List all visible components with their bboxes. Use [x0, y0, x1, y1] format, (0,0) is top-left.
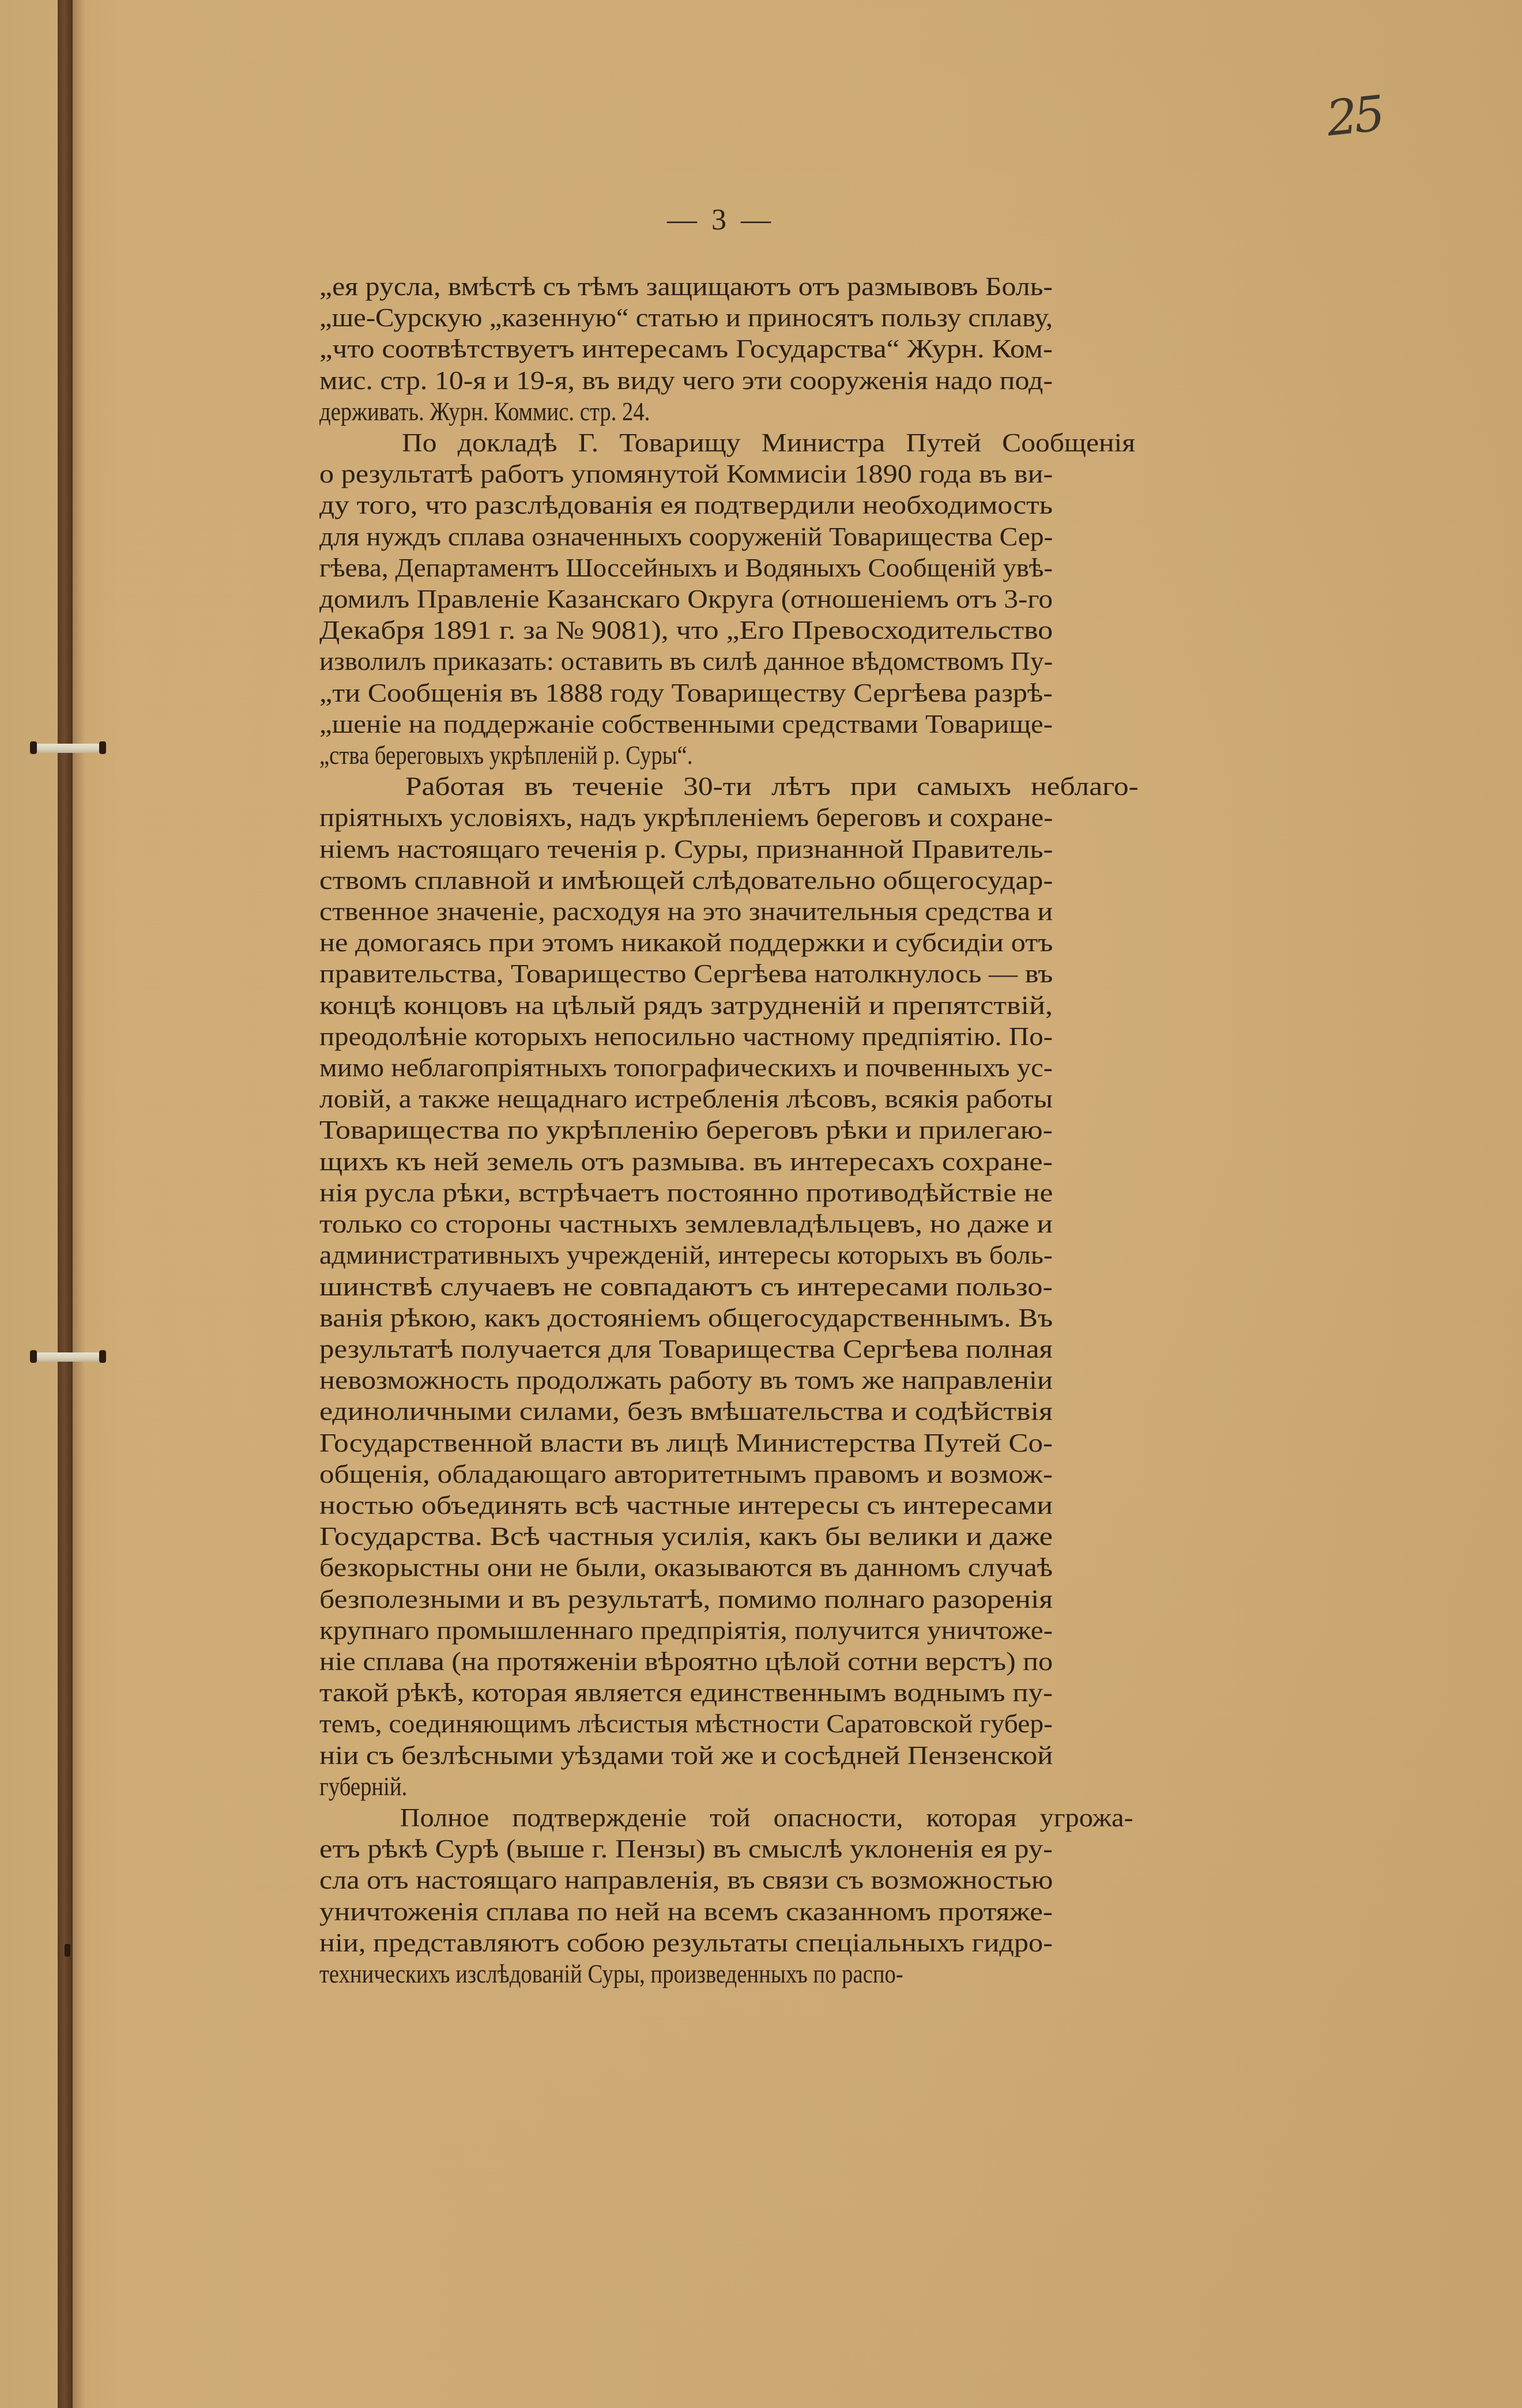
text-line: результатѣ получается для Товарищества Сергѣева полная [319, 1334, 1053, 1363]
text-line: административныхъ учрежденій, интересы которыхъ въ боль- [319, 1241, 1053, 1270]
text-line: щихъ къ ней земель отъ размыва. въ интересахъ сохране- [319, 1147, 1053, 1176]
text-line: техническихъ изслѣдованій Суры, произведенныхъ по распо- [319, 1959, 903, 1988]
text-line: изволилъ приказать: оставить въ силѣ данное вѣдомствомъ Пу- [319, 647, 1053, 676]
text-line: Товарищества по укрѣпленію береговъ рѣки и прилегаю- [319, 1116, 1053, 1145]
text-line: крупнаго промышленнаго предпріятія, получится уничтоже- [319, 1615, 1053, 1645]
paragraph [319, 1802, 1133, 1989]
text-line: единоличными силами, безъ вмѣшательства и содѣйствія [319, 1397, 1053, 1426]
paragraph [319, 271, 1053, 427]
text-line: губерній. [319, 1772, 408, 1801]
text-line: о результатѣ работъ упомянутой Коммисіи 1890 года въ ви- [319, 459, 1053, 489]
paragraph [319, 771, 1139, 1802]
text-line: домилъ Правленіе Казанскаго Округа (отношеніемъ отъ 3-го [319, 585, 1053, 614]
text-line: ственное значеніе, расходуя на это значительныя средства и [319, 897, 1053, 926]
document-body [319, 271, 1139, 1989]
page-number: — 3 — [667, 204, 774, 236]
text-line: ду того, что разслѣдованія ея подтвердили необходимость [319, 491, 1053, 520]
binding-thread-upper [33, 744, 103, 753]
text-line: етъ рѣкѣ Сурѣ (выше г. Пензы) въ смыслѣ уклоненія ея ру- [319, 1834, 1053, 1864]
text-line: безполезными и въ результатѣ, помимо полнаго разоренія [319, 1584, 1053, 1614]
text-line: „ея русла, вмѣстѣ съ тѣмъ защищаютъ отъ размывовъ Боль- [319, 272, 1053, 301]
text-line: „ти Сообщенія въ 1888 году Товариществу Сергѣева разрѣ- [319, 678, 1053, 707]
text-line: для нуждъ сплава означенныхъ сооруженій Товарищества Сер- [319, 522, 1053, 551]
text-line: не домогаясь при этомъ никакой поддержки и субсидіи отъ [319, 928, 1053, 958]
text-line: темъ, соединяющимъ лѣсистыя мѣстности Саратовской губер- [319, 1709, 1053, 1739]
text-line: такой рѣкѣ, которая является единственнымъ воднымъ пу- [319, 1678, 1053, 1708]
handwritten-folio-number: 25 [1324, 85, 1384, 147]
text-line: ванія рѣкою, какъ достояніемъ общегосударственнымъ. Въ [319, 1303, 1053, 1332]
binding-shadow [73, 0, 85, 2408]
paragraph [319, 427, 1136, 771]
text-line: гѣева, Департаментъ Шоссейныхъ и Водяныхъ Сообщеній увѣ- [319, 553, 1053, 582]
text-line: ностью объединять всѣ частные интересы съ интересами [319, 1490, 1053, 1520]
text-line: уничтоженія сплава по ней на всемъ сказанномъ протяже- [319, 1897, 1053, 1926]
text-line: правительства, Товарищество Сергѣева натолкнулось — въ [319, 959, 1053, 989]
text-line: ніи, представляютъ собою результаты спеціальныхъ гидро- [319, 1928, 1053, 1957]
text-line: преодолѣніе которыхъ непосильно частному предпіятію. По- [319, 1022, 1053, 1051]
text-line: ловій, а также нещаднаго истребленія лѣсовъ, всякія работы [319, 1084, 1053, 1114]
binding-spine [58, 0, 73, 2408]
text-line: общенія, обладающаго авторитетнымъ правомъ и возмож- [319, 1459, 1053, 1488]
text-line: Государственной власти въ лицѣ Министерства Путей Со- [319, 1428, 1053, 1457]
text-line: невозможность продолжать работу въ томъ же направленіи [319, 1366, 1053, 1395]
text-line: мис. стр. 10-я и 19-я, въ виду чего эти сооруженія надо под- [319, 365, 1053, 395]
text-line: шинствѣ случаевъ не совпадаютъ съ интересами пользо- [319, 1272, 1053, 1301]
text-line: пріятныхъ условіяхъ, надъ укрѣпленіемъ береговъ и сохране- [319, 803, 1053, 832]
text-line: Декабря 1891 г. за № 9081), что „Его Превосходительство [319, 616, 1053, 645]
text-line: „ше-Сурскую „казенную“ статью и приносятъ пользу сплаву, [319, 303, 1053, 333]
text-line: концѣ концовъ на цѣлый рядъ затрудненій и препятствій, [319, 990, 1053, 1020]
left-page-edge [0, 0, 58, 2408]
binding-pin [65, 1944, 70, 1957]
text-line: Полное подтвержденіе той опасности, которая угрожа- [400, 1803, 1133, 1832]
text-line: нія русла рѣки, встрѣчаетъ постоянно противодѣйствіе не [319, 1178, 1053, 1207]
text-line: „шеніе на поддержаніе собственными средствами Товарище- [319, 709, 1053, 738]
text-line: ніи съ безлѣсными уѣздами той же и сосѣдней Пензенской [319, 1740, 1053, 1770]
text-line: ствомъ сплавной и имѣющей слѣдовательно общегосудар- [319, 865, 1053, 895]
text-line: Работая въ теченіе 30-ти лѣтъ при самыхъ неблаго- [405, 772, 1139, 801]
text-line: „что соотвѣтствуетъ интересамъ Государства“ Журн. Ком- [319, 334, 1053, 364]
binding-thread-lower [33, 1352, 103, 1362]
text-line: держивать. Журн. Коммис. стр. 24. [319, 397, 650, 426]
text-line: „ства береговыхъ укрѣпленій р. Суры“. [319, 741, 693, 770]
text-line: только со стороны частныхъ землевладѣльцевъ, но даже и [319, 1209, 1053, 1239]
text-line: сла отъ настоящаго направленія, въ связи съ возможностью [319, 1866, 1053, 1895]
text-line: мимо неблагопріятныхъ топографическихъ и почвенныхъ ус- [319, 1053, 1053, 1083]
text-line: Государства. Всѣ частныя усилія, какъ бы велики и даже [319, 1522, 1053, 1551]
text-line: ніемъ настоящаго теченія р. Суры, признанной Правитель- [319, 834, 1053, 864]
text-line: безкорыстны они не были, оказываются въ данномъ случаѣ [319, 1553, 1053, 1582]
text-line: По докладѣ Г. Товарищу Министра Путей Сообщенія [402, 428, 1136, 458]
text-line: ніе сплава (на протяженіи вѣроятно цѣлой сотни верстъ) по [319, 1646, 1053, 1676]
